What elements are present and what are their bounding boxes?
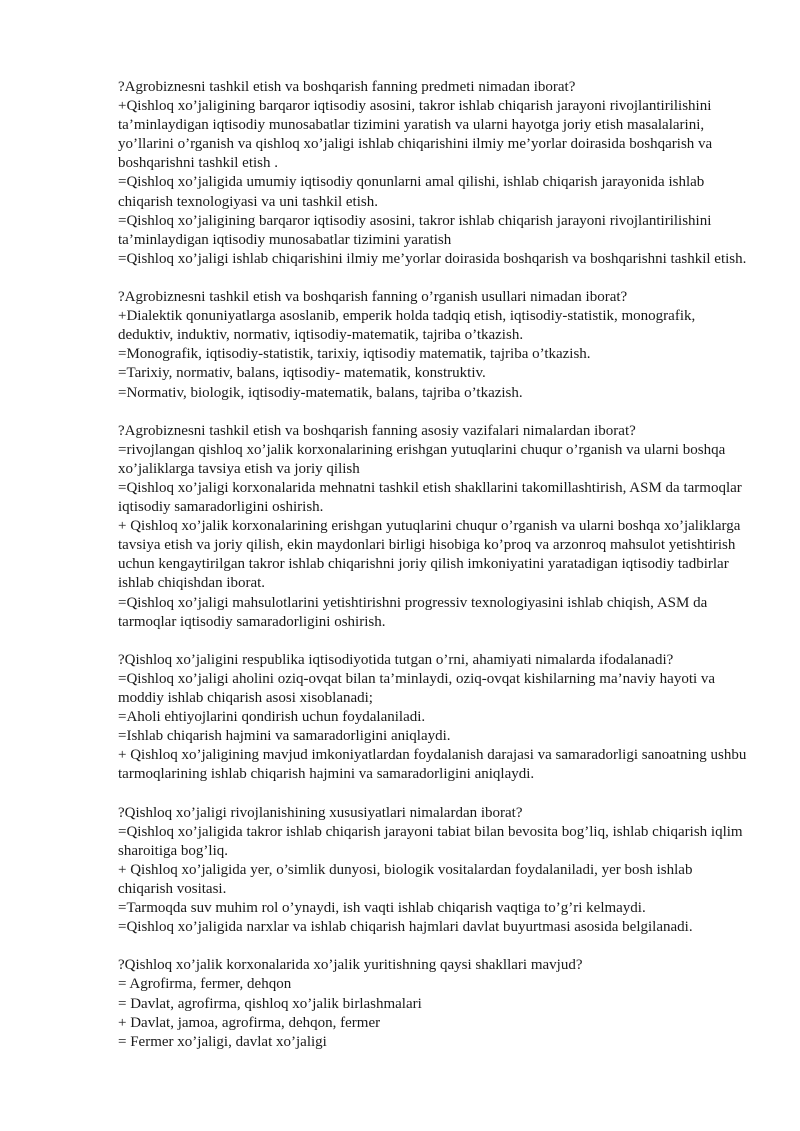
- answer-option: + Qishloq xo’jaligida yer, o’simlik dunyosi, biologik vositalardan foydalaniladi, yer bosh ishlab chiqarish vositasi.: [118, 861, 697, 897]
- answer-option: =Normativ, biologik, iqtisodiy-matematik, balans, tajriba o’tkazish.: [118, 384, 523, 401]
- question-text: ?Qishloq xo’jaligini respublika iqtisodiyotida tutgan o’rni, ahamiyati nimalarda ifodalanadi?: [118, 651, 674, 668]
- question-text: ?Agrobiznesni tashkil etish va boshqarish fanning predmeti nimadan iborat?: [118, 79, 576, 95]
- answer-option: =Tarixiy, normativ, balans, iqtisodiy- matematik, konstruktiv.: [118, 365, 486, 382]
- answer-option: = Davlat, agrofirma, qishloq xo’jalik birlashmalari: [118, 995, 422, 1012]
- answer-option: + Qishloq xo’jalik korxonalarining erishgan yutuqlarini chuqur o’rganish va ularni boshqa xo’jaliklarga tavsiya etish va joriy qilish, ekin maydonlari birligi hisobiga ko’proq va arzonroq mahsulot yetishtirish uchun kengaytirilgan takror ishlab chiqarishni joriy qilish imkoniyatini yaratadigan iqtisodiy tadbirlar ishlab chiqishdan iborat.: [118, 518, 745, 592]
- answer-option: =Qishloq xo’jaligida narxlar va ishlab chiqarish hajmlari davlat buyurtmasi asosida belgilanadi.: [118, 919, 693, 936]
- document-page: [118, 78, 751, 1071]
- question-block-4: [118, 651, 751, 785]
- answer-option: =Qishloq xo’jaligi ishlab chiqarishini ilmiy me’yorlar doirasida boshqarish va boshqarishni tashkil etish.: [118, 250, 747, 267]
- answer-option: + Qishloq xo’jaligining mavjud imkoniyatlardan foydalanish darajasi va samaradorligi sanoatning ushbu tarmoqlarining ishlab chiqarish hajmini va samaradorligini aniqlaydi.: [118, 747, 751, 783]
- question-block-6: [118, 956, 748, 1051]
- question-text: ?Agrobiznesni tashkil etish va boshqarish fanning asosiy vazifalari nimalardan iborat?: [118, 422, 636, 439]
- answer-option: +Dialektik qonuniyatlarga asoslanib, emperik holda tadqiq etish, iqtisodiy-statistik, monografik, deduktiv, induktiv, normativ, iqtisodiy-matematik, tajriba o’tkazish.: [118, 308, 700, 344]
- answer-option: + Davlat, jamoa, agrofirma, dehqon, fermer: [118, 1014, 381, 1031]
- answer-option: =Qishloq xo’jaligining barqaror iqtisodiy asosini, takror ishlab chiqarish jarayoni rivojlantirilishini ta’minlaydigan iqtisodiy munosabatlar tizimini yaratish: [118, 212, 716, 248]
- answer-option: +Qishloq xo’jaligining barqaror iqtisodiy asosini, takror ishlab chiqarish jarayoni rivojlantirilishini ta’minlaydigan iqtisodiy munosabatlar tizimini yaratish va ularni hayotga joriy etish masalalarini, yo’llarini o’rganish va qishloq xo’jaligi ishlab chiqarishini ilmiy me’yorlar doirasida boshqarish va boshqarishni tashkil etish .: [118, 98, 716, 172]
- question-text: ?Qishloq xo’jalik korxonalarida xo’jalik yuritishning qaysi shakllari mavjud?: [118, 957, 583, 974]
- answer-option: =Ishlab chiqarish hajmini va samaradorligini aniqlaydi.: [118, 728, 451, 745]
- answer-option: =Monografik, iqtisodiy-statistik, tarixiy, iqtisodiy matematik, tajriba o’tkazish.: [118, 346, 591, 363]
- question-block-1: [118, 78, 748, 269]
- answer-option: =Qishloq xo’jaligida takror ishlab chiqarish jarayoni tabiat bilan bevosita bog’liq, ishlab chiqarish iqlim sharoitiga bog’liq.: [118, 823, 747, 859]
- answer-option: = Fermer xo’jaligi, davlat xo’jaligi: [118, 1033, 327, 1050]
- question-block-2: [118, 288, 748, 403]
- answer-option: =Aholi ehtiyojlarini qondirish uchun foydalaniladi.: [118, 709, 426, 726]
- answer-option: =rivojlangan qishloq xo’jalik korxonalarining erishgan yutuqlarini chuqur o’rganish va ularni boshqa xo’jaliklarga tavsiya etish va joriy qilish: [118, 441, 729, 477]
- answer-option: =Tarmoqda suv muhim rol o’ynaydi, ish vaqti ishlab chiqarish vaqtiga to’g’ri kelmaydi.: [118, 900, 646, 917]
- answer-option: =Qishloq xo’jaligida umumiy iqtisodiy qonunlarni amal qilishi, ishlab chiqarish jarayonida ishlab chiqarish texnologiyasi va uni tashkil etish.: [118, 174, 709, 210]
- question-text: ?Agrobiznesni tashkil etish va boshqarish fanning o’rganish usullari nimadan iborat?: [118, 289, 628, 306]
- question-block-3: [118, 422, 748, 632]
- question-text: ?Qishloq xo’jaligi rivojlanishining xususiyatlari nimalardan iborat?: [118, 804, 523, 821]
- answer-option: = Agrofirma, fermer, dehqon: [118, 976, 292, 993]
- answer-option: =Qishloq xo’jaligi aholini oziq-ovqat bilan ta’minlaydi, oziq-ovqat kishilarning ma’naviy hayoti va moddiy ishlab chiqarish asosi xisoblanadi;: [118, 670, 719, 706]
- answer-option: =Qishloq xo’jaligi korxonalarida mehnatni tashkil etish shakllarini takomillashtirish, ASM da tarmoqlar iqtisodiy samaradorligini oshirish.: [118, 479, 746, 516]
- answer-option: =Qishloq xo’jaligi mahsulotlarini yetishtirishni progressiv texnologiyasini ishlab chiqish, ASM da tarmoqlar iqtisodiy samaradorligini oshirish.: [118, 594, 712, 630]
- question-block-5: [118, 804, 748, 938]
